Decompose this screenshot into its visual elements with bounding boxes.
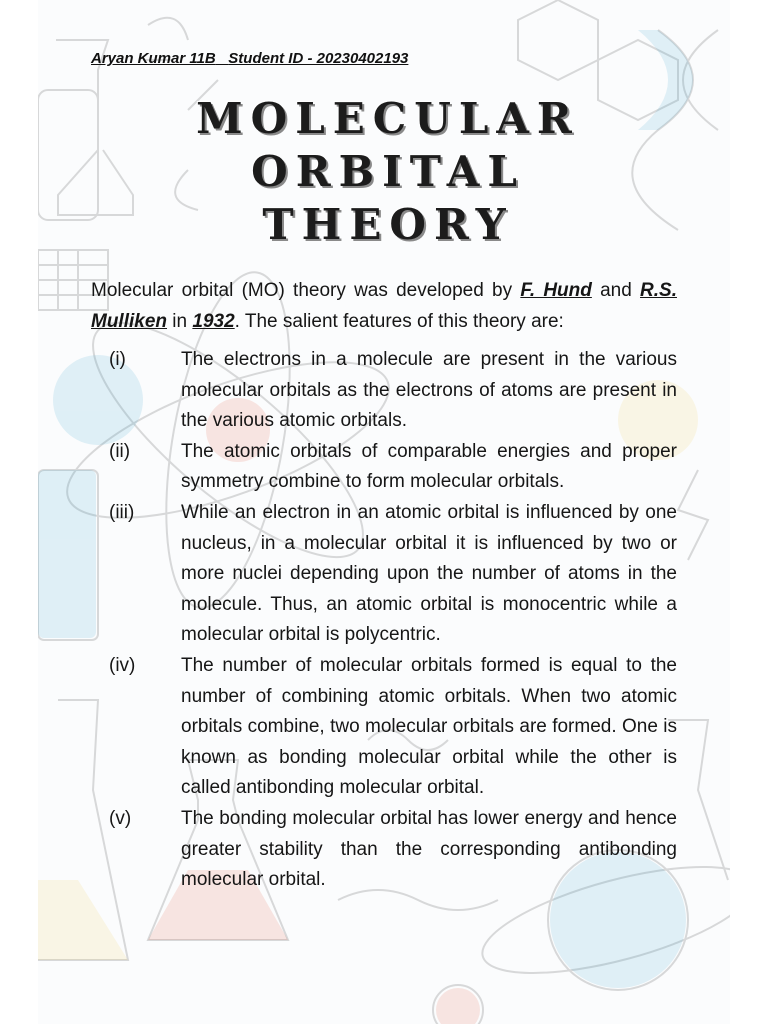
list-item-text: The number of molecular orbitals formed is equal to the number of combining atomic orbitals. When two atomic orbitals combine, two molecular orbitals are formed. One is known as bonding molecular orbital while the other is called antibonding molecular orbital.	[181, 654, 677, 799]
title-line-3: THEORY	[262, 200, 514, 249]
list-item-number: (iv)	[109, 654, 136, 676]
reference-year: 1932	[192, 311, 235, 332]
list-item-text: While an electron in an atomic orbital is influenced by one nucleus, in a molecular orbital it is influenced by two or more nuclei depending upon the number of atoms in the molecule. Thus, an atomic orbital is monocentric while a molecular orbital is polycentric.	[181, 501, 677, 646]
reference-mulliken: R.S. Mulliken	[91, 280, 677, 332]
features-list	[91, 345, 677, 896]
list-item-number: (iii)	[109, 501, 135, 523]
list-item-text: The atomic orbitals of comparable energies and proper symmetry combine to form molecular orbitals.	[181, 440, 677, 493]
list-item-text: The electrons in a molecule are present in the various molecular orbitals as the electrons of atoms are present in the various atomic orbitals.	[181, 349, 677, 432]
list-item	[91, 437, 677, 498]
list-item-number: (i)	[109, 349, 126, 370]
list-item	[91, 498, 677, 651]
title-line-2: ORBITAL	[251, 147, 525, 196]
list-item-number: (v)	[109, 807, 132, 829]
document-page	[38, 0, 730, 1024]
list-item	[91, 651, 677, 804]
page-title	[38, 92, 730, 251]
author-name: Aryan Kumar 11B	[91, 50, 216, 67]
reference-hund: F. Hund	[520, 280, 592, 301]
student-info-header	[91, 50, 408, 67]
list-item	[91, 345, 677, 437]
intro-text: Molecular orbital (MO) theory was developed by	[91, 280, 521, 301]
intro-text: and	[591, 280, 641, 301]
title-line-1: MOLECULAR	[196, 94, 580, 143]
student-id: Student ID - 20230402193	[228, 50, 409, 67]
intro-text: . The salient features of this theory are:	[234, 311, 564, 332]
list-item	[91, 804, 677, 896]
intro-paragraph	[91, 275, 677, 337]
list-item-text: The bonding molecular orbital has lower energy and hence greater stability than the corresponding antibonding molecular orbital.	[181, 807, 677, 891]
intro-text: in	[167, 311, 193, 332]
list-item-number: (ii)	[109, 440, 131, 462]
